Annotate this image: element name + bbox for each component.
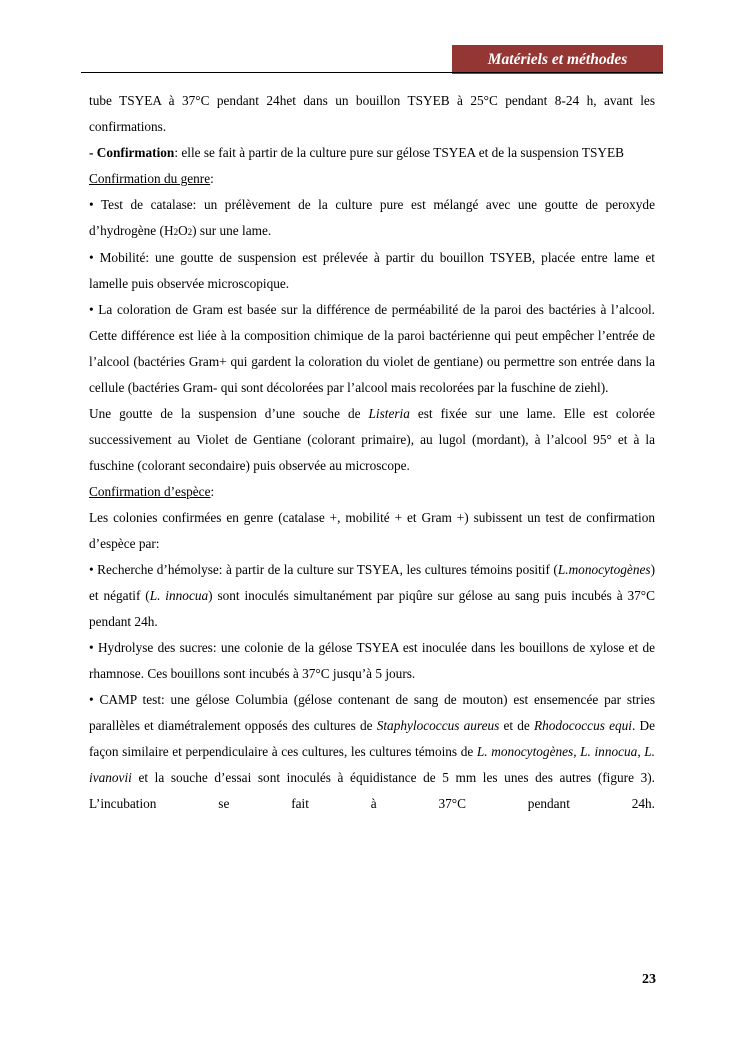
camp-l-innocua: L. innocua [580, 744, 638, 759]
hemo-text-a: • Recherche d’hémolyse: à partir de la culture sur TSYEA, les cultures témoins positif ( [89, 562, 558, 577]
listeria-italic: Listeria [368, 406, 410, 421]
paragraph-gram: • La coloration de Gram est basée sur la différence de perméabilité de la paroi des bactéries à l’alcool. Cette différence est liée à la composition chimique de la paroi bactérienne qui peut empêcher l’entrée de l’alcool (bactéries Gram+ qui gardent la coloration du violet de gentiane) ou permettre son entrée dans la cellule (bactéries Gram- qui sont décolorées par l’alcool mais recolorées par la fuschine de ziehl). [89, 302, 655, 395]
catalase-text-a: • Test de catalase: un prélèvement de la culture pure est mélangé avec une goutte de peroxyde d’hydrogène (H [89, 197, 655, 238]
camp-comma-2: , [637, 744, 645, 759]
catalase-text-b: ) sur une lame. [192, 223, 272, 238]
paragraph-camp [89, 687, 655, 817]
catalase-sub-1: 2 [173, 227, 179, 237]
camp-rhodo: Rhodococcus equi [534, 718, 632, 733]
camp-l-mono: L. monocytogènes [476, 744, 574, 759]
goutte-text-b: est fixée sur une lame. Elle est colorée successivement au Violet de Gentiane (colorant primaire), au lugol (mordant), à l’alcool 95° et à la fuschine (colorant secondaire) puis observée au microscope. [89, 406, 655, 473]
hemo-text-b: ) et négatif ( [89, 562, 655, 603]
heading-espece [89, 479, 655, 505]
camp-text-b: et de [499, 718, 534, 733]
paragraph-catalase [89, 192, 655, 245]
camp-text-a: • CAMP test: une gélose Columbia (gélose contenant de sang de mouton) est ensemencée par stries parallèles et diamétralement opposés des cultures de [89, 692, 655, 733]
catalase-text-mid: O [178, 223, 188, 238]
paragraph-mobilite: • Mobilité: une goutte de suspension est prélevée à partir du bouillon TSYEB, placée entre lame et lamelle puis observée microscopique. [89, 250, 655, 291]
camp-text-c: . De façon similaire et perpendiculaire à ces cultures, les cultures témoins de [89, 718, 655, 759]
camp-l-ivanovii: L. ivanovii [89, 744, 655, 785]
camp-staph: Staphylococcus aureus [376, 718, 500, 733]
espece-heading-text: Confirmation d’espèce [89, 484, 211, 499]
camp-text-d: et la souche d’essai sont inoculés à équidistance de 5 mm les unes des autres (figure 3). L’incubation se fait à 37°C pendant 24h. [89, 770, 655, 811]
paragraph-goutte [89, 401, 655, 479]
goutte-text-a: Une goutte de la suspension d’une souche de [89, 406, 369, 421]
camp-comma-1: , [573, 744, 581, 759]
page-body [89, 88, 655, 817]
hemo-l-innocua: L. innocua [149, 588, 209, 603]
espece-heading-colon: : [210, 484, 215, 499]
paragraph-intro: tube TSYEA à 37°C pendant 24het dans un bouillon TSYEB à 25°C pendant 8-24 h, avant les confirmations. [89, 93, 655, 134]
section-header-tab [452, 45, 663, 74]
paragraph-hydrolyse: • Hydrolyse des sucres: une colonie de la gélose TSYEA est inoculée dans les bouillons de xylose et de rhamnose. Ces bouillons sont incubés à 37°C jusqu’à 5 jours. [89, 640, 655, 681]
header-rule [81, 72, 663, 73]
page-number: 23 [642, 972, 656, 987]
paragraph-colonies: Les colonies confirmées en genre (catalase +, mobilité + et Gram +) subissent un test de confirmation d’espèce par: [89, 510, 655, 551]
paragraph-hemolyse [89, 557, 655, 635]
hemo-text-c: ) sont inoculés simultanément par piqûre sur gélose au sang puis incubés à 37°C pendant 24h. [89, 588, 655, 629]
confirmation-label: - Confirmation [89, 145, 175, 160]
hemo-l-mono: L.monocytogènes [557, 562, 651, 577]
heading-genre [89, 166, 655, 192]
genre-heading-text: Confirmation du genre [89, 171, 211, 186]
catalase-sub-2: 2 [187, 227, 193, 237]
paragraph-confirmation [89, 140, 655, 166]
section-header-title: Matériels et méthodes [487, 50, 628, 68]
confirmation-text: : elle se fait à partir de la culture pure sur gélose TSYEA et de la suspension TSYEB [174, 145, 624, 160]
genre-heading-colon: : [210, 171, 214, 186]
